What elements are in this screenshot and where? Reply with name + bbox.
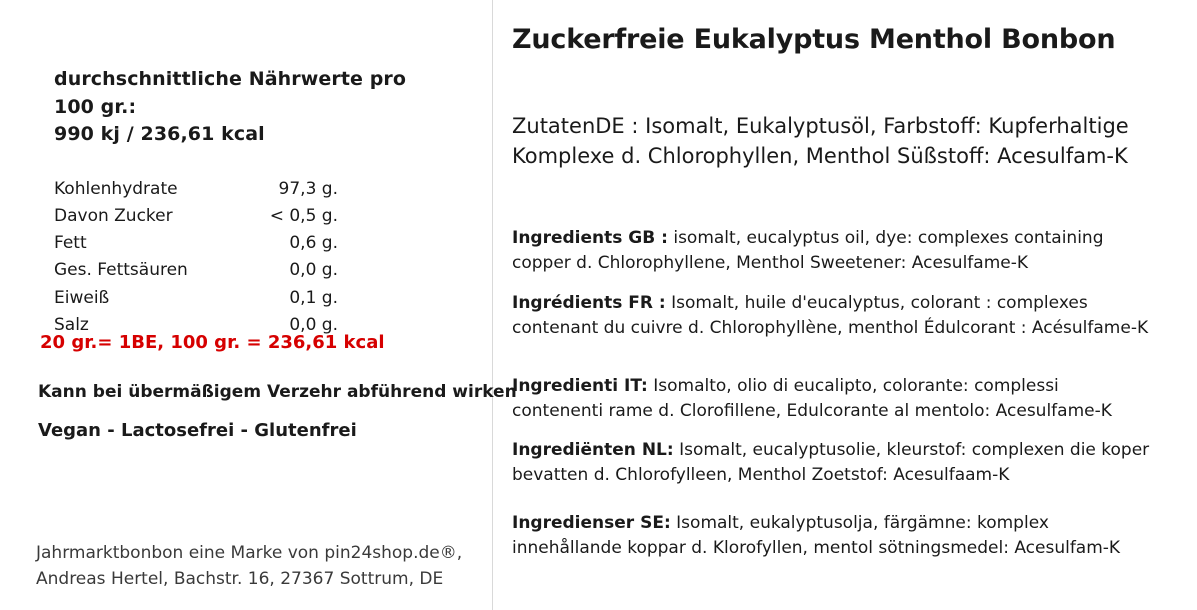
nutrition-panel xyxy=(0,0,517,610)
ingredients-gb-sep: : xyxy=(655,228,668,248)
nutrition-label: Davon Zucker xyxy=(54,206,173,227)
table-row xyxy=(54,203,340,230)
ingredients-fr-label: Ingrédients FR xyxy=(512,293,654,313)
table-row xyxy=(54,176,340,203)
page-title: Zuckerfreie Eukalyptus Menthol Bonbon xyxy=(512,24,1116,55)
ingredients-nl xyxy=(512,438,1152,487)
nutrition-value: 0,0 g. xyxy=(289,260,338,281)
nutrition-value: < 0,5 g. xyxy=(269,206,338,227)
nutrition-heading-line-3: 990 kj / 236,61 kcal xyxy=(54,123,265,146)
nutrition-label: Kohlenhydrate xyxy=(54,179,178,199)
ingredients-nl-sep: : xyxy=(666,440,674,460)
ingredients-de xyxy=(512,112,1152,172)
nutrition-value: 0,6 g. xyxy=(289,233,338,254)
ingredients-de-label: ZutatenDE : xyxy=(512,114,639,138)
ingredients-nl-label: Ingrediënten NL xyxy=(512,440,667,460)
nutrition-heading-line-1: durchschnittliche Nährwerte pro xyxy=(54,68,407,90)
ingredients-se-label: Ingredienser SE xyxy=(512,513,664,533)
column-divider xyxy=(492,0,493,610)
address-line-2: Andreas Hertel, Bachstr. 16, 27367 Sottrum, DE xyxy=(36,568,444,589)
table-row xyxy=(54,230,340,257)
ingredients-gb-text: isomalt, eucalyptus oil, dye: complexes containing copper d. Chlorophyllene, Menthol Sweetener: Acesulfame-K xyxy=(512,228,1104,273)
bread-unit-line: 20 gr.= 1BE, 100 gr. = 236,61 kcal xyxy=(40,332,385,353)
nutrition-label: Ges. Fettsäuren xyxy=(54,260,188,281)
laxative-warning: Kann bei übermäßigem Verzehr abführend wirken xyxy=(38,382,517,402)
nutrition-table xyxy=(54,176,340,339)
ingredients-gb-label: Ingredients GB xyxy=(512,228,656,248)
table-row xyxy=(54,285,340,312)
ingredients-de-text: Isomalt, Eukalyptusöl, Farbstoff: Kupferhaltige Komplexe d. Chlorophyllen, Menthol Süßstoff: Acesulfam-K xyxy=(512,114,1129,168)
ingredients-se-text: Isomalt, eukalyptusolja, färgämne: komplex innehållande koppar d. Klorofyllen, mentol sötningsmedel: Acesulfam-K xyxy=(512,513,1121,558)
nutrition-label: Eiweiß xyxy=(54,287,110,308)
nutrition-heading-line-2: 100 gr.: xyxy=(54,95,137,118)
ingredients-nl-text: Isomalt, eucalyptusolie, kleurstof: complexen die koper bevatten d. Chlorofylleen, Menthol Zoetstof: Acesulfaam-K xyxy=(512,440,1150,485)
ingredients-gb xyxy=(512,226,1152,275)
ingredients-fr-sep: : xyxy=(653,293,666,313)
ingredients-it-sep: : xyxy=(641,376,648,396)
nutrition-label: Salz xyxy=(54,314,89,335)
nutrition-label: Fett xyxy=(54,233,87,254)
ingredients-se-sep: : xyxy=(663,513,671,533)
ingredients-it xyxy=(512,374,1152,423)
ingredients-se xyxy=(512,511,1152,560)
ingredients-panel xyxy=(512,0,1180,610)
ingredients-it-text: Isomalto, olio di eucalipto, colorante: complessi contenenti rame d. Clorofillene, Edulcorante al mentolo: Acesulfame-K xyxy=(512,376,1112,421)
nutrition-value: 0,0 g. xyxy=(289,314,338,335)
address-line-1: Jahrmarktbonbon eine Marke von pin24shop.de®, xyxy=(36,543,463,563)
nutrition-heading xyxy=(54,66,434,149)
nutrition-value: 97,3 g. xyxy=(278,179,338,199)
nutrition-value: 0,1 g. xyxy=(289,287,338,308)
ingredients-fr-text: Isomalt, huile d'eucalyptus, colorant : complexes contenant du cuivre d. Chlorophyllène, menthol Édulcorant : Acésulfame-K xyxy=(512,293,1149,338)
diet-claims: Vegan - Lactosefrei - Glutenfrei xyxy=(38,420,357,441)
table-row xyxy=(54,257,340,284)
ingredients-fr xyxy=(512,291,1152,340)
manufacturer-address xyxy=(36,541,476,592)
ingredients-it-label: Ingredienti IT xyxy=(512,376,642,396)
